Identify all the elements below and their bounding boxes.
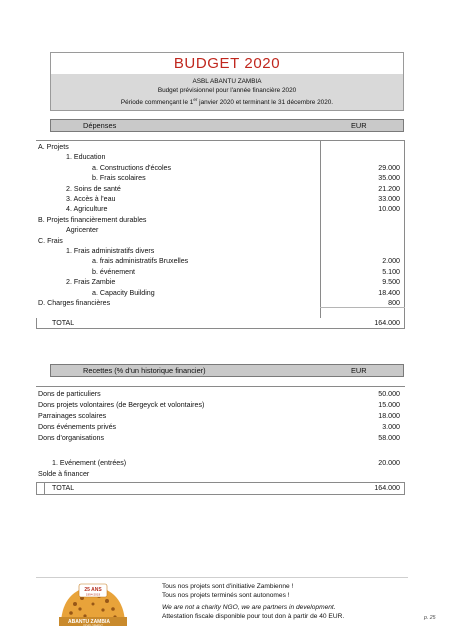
expense-row-value: 21.200 <box>378 184 400 193</box>
income-row-label: Dons événements privés <box>38 423 117 431</box>
income-total-value: 164.000 <box>374 484 400 492</box>
income-row-value: 58.000 <box>378 434 400 442</box>
footer-divider <box>36 577 408 578</box>
period-line: Période commençant le 1er janvier 2020 et terminant le 31 décembre 2020. <box>120 97 334 107</box>
expense-row-label: 2. Soins de santé <box>66 184 121 193</box>
expense-row-label: b. Frais scolaires <box>92 174 146 183</box>
expenses-total-label: TOTAL <box>52 319 75 327</box>
title-box <box>50 52 404 111</box>
expense-row-value: 18.400 <box>378 288 400 297</box>
income-header <box>50 364 404 377</box>
expense-row-label: b. événement <box>92 267 135 276</box>
expense-row-value: 9.500 <box>382 278 400 287</box>
footer-line-2: Tous nos projets terminés sont autonomes ! <box>162 592 290 599</box>
title-subtitle-block <box>51 74 403 110</box>
expenses-header-label: Dépenses <box>83 121 117 130</box>
income-row-value: 50.000 <box>378 390 400 398</box>
expenses-header-currency: EUR <box>351 121 367 130</box>
budget-description: Budget prévisionnel pour l'année financière 2020 <box>157 87 297 94</box>
expense-row-value: 35.000 <box>378 174 400 183</box>
expense-row-label: 3. Accès à l'eau <box>66 195 116 203</box>
expense-row-label: C. Frais <box>38 236 63 245</box>
org-name: ASBL ABANTU ZAMBIA <box>192 78 262 85</box>
expense-row-value: 5.100 <box>382 267 400 276</box>
income-header-label: Recettes (% d'un historique financier) <box>83 366 206 375</box>
income-row-value: 3.000 <box>382 423 400 431</box>
expense-row-label: 1. Education <box>66 153 106 162</box>
expense-row-label: 4. Agriculture <box>66 205 108 214</box>
income-row-value: 20.000 <box>378 459 400 467</box>
expenses-total-value: 164.000 <box>374 319 400 327</box>
footer-line-3: We are not a charity NGO, we are partners in development. <box>162 604 336 611</box>
footer-line-1: Tous nos projets sont d'initiative Zambienne ! <box>162 583 294 590</box>
expenses-header <box>50 119 404 132</box>
svg-text:DEVELOPMENT: DEVELOPMENT <box>83 624 103 628</box>
income-row-label: 1. Evénement (entrées) <box>52 459 127 467</box>
expense-row-value: 33.000 <box>378 195 400 203</box>
expense-row-label: a. frais administratifs Bruxelles <box>92 257 189 266</box>
income-row-value: 18.000 <box>378 412 400 420</box>
expense-row-label: Agricenter <box>66 226 99 235</box>
svg-text:ABANTU ZAMBIA: ABANTU ZAMBIA <box>68 619 110 625</box>
expense-row-value: 800 <box>388 299 400 307</box>
expense-row-label: D. Charges financières <box>38 299 111 307</box>
expense-row-label: A. Projets <box>38 143 69 151</box>
income-row-label: Parrainages scolaires <box>38 412 107 420</box>
income-row-label: Solde à financer <box>38 470 90 478</box>
page-title: BUDGET 2020 <box>51 53 403 75</box>
abantu-zambia-logo <box>55 582 131 628</box>
income-row-label: Dons projets volontaires (de Bergeyck et volontaires) <box>38 401 205 409</box>
logo-years-text: 25 ANS <box>84 587 102 593</box>
income-row-value: 15.000 <box>378 401 400 409</box>
expense-row-label: 1. Frais administratifs divers <box>66 247 155 255</box>
expense-row-value: 10.000 <box>378 205 400 214</box>
income-row-label: Dons de particuliers <box>38 390 101 398</box>
income-header-currency: EUR <box>351 366 367 375</box>
expense-row-label: a. Constructions d'écoles <box>92 163 172 172</box>
page-number: p. 25 <box>424 615 436 621</box>
expense-row-label: B. Projets financièrement durables <box>38 215 147 224</box>
expense-row-value: 29.000 <box>378 163 400 172</box>
svg-text:1994-2019: 1994-2019 <box>85 592 101 597</box>
income-row-label: Dons d'organisations <box>38 434 105 442</box>
expense-row-label: 2. Frais Zambie <box>66 278 116 287</box>
expense-row-value: 2.000 <box>382 257 400 266</box>
footer-line-4: Attestation fiscale disponible pour tout don à partir de 40 EUR. <box>162 613 345 620</box>
expense-row-label: a. Capacity Building <box>92 288 155 297</box>
income-total-label: TOTAL <box>52 484 75 492</box>
